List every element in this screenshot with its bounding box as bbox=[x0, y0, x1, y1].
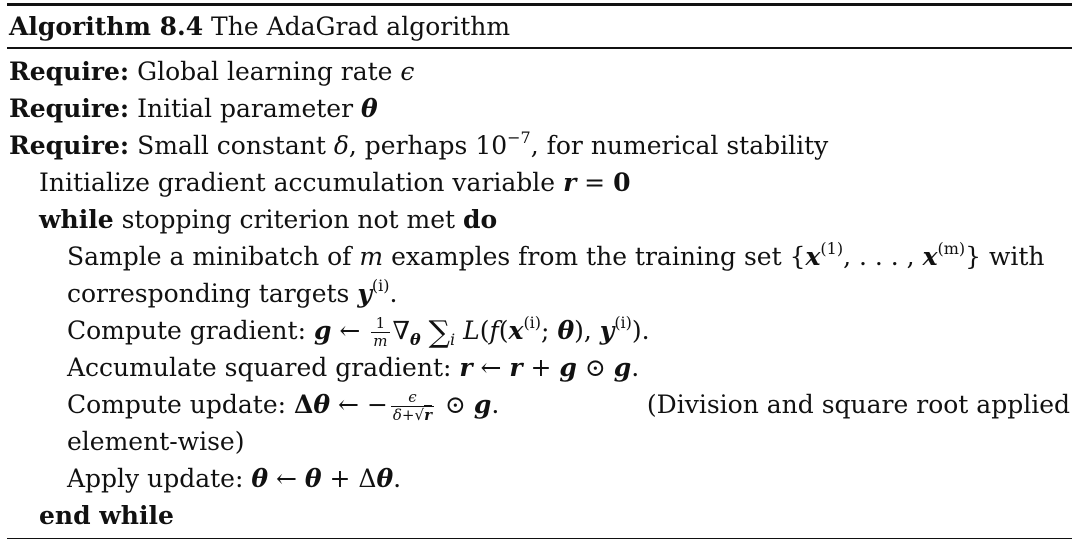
sample-line bbox=[7, 238, 1072, 275]
while-condition: stopping criterion not met bbox=[121, 204, 456, 234]
require-text-post: , for numerical stability bbox=[530, 130, 829, 160]
theta-var: θ bbox=[376, 463, 394, 493]
theta-symbol: θ bbox=[360, 93, 378, 123]
gradient-line bbox=[7, 312, 1072, 349]
require-line-2 bbox=[7, 90, 1072, 127]
bottom-rule bbox=[7, 538, 1072, 540]
theta-var: θ bbox=[304, 463, 322, 493]
superscript: (i) bbox=[371, 275, 390, 295]
delta-op: Δ bbox=[294, 389, 314, 419]
paren: ), bbox=[574, 315, 592, 345]
algorithm-title: The AdaGrad algorithm bbox=[211, 12, 511, 41]
require-text: Small constant bbox=[137, 130, 326, 160]
do-keyword: do bbox=[463, 204, 498, 234]
update-note: (Division and square root applied bbox=[646, 389, 1070, 419]
epsilon-symbol: ϵ bbox=[400, 56, 415, 86]
sample-text: Sample a minibatch of bbox=[67, 241, 352, 271]
equals: = bbox=[576, 167, 614, 197]
init-text: Initialize gradient accumulation variable bbox=[39, 167, 556, 197]
arrow: ← − bbox=[330, 389, 388, 419]
loss-L: L bbox=[463, 315, 480, 345]
period: . bbox=[393, 463, 402, 493]
y-var: y bbox=[599, 315, 615, 345]
superscript: (m) bbox=[937, 238, 966, 258]
require-text: Global learning rate bbox=[137, 56, 393, 86]
while-line bbox=[7, 201, 1072, 238]
sample-text-mid: examples from the training set { bbox=[391, 241, 806, 271]
delta-symbol: δ bbox=[333, 130, 349, 160]
apply-label: Apply update: bbox=[67, 463, 244, 493]
g-var: g bbox=[613, 352, 632, 382]
odot: ⊙ bbox=[576, 352, 614, 382]
fraction bbox=[391, 387, 434, 424]
gradient-label: Compute gradient: bbox=[67, 315, 307, 345]
targets-line bbox=[7, 275, 1072, 312]
init-line bbox=[7, 164, 1072, 201]
accumulate-label: Accumulate squared gradient: bbox=[67, 352, 452, 382]
plus: + bbox=[522, 352, 560, 382]
require-text-mid: , perhaps 10 bbox=[348, 130, 508, 160]
theta-var: θ bbox=[313, 389, 331, 419]
apply-line bbox=[7, 460, 1072, 497]
plus-delta: + Δ bbox=[321, 463, 377, 493]
while-keyword: while bbox=[39, 204, 114, 234]
fraction-denominator bbox=[391, 407, 434, 423]
denominator-r: r bbox=[424, 405, 432, 424]
fraction-numerator: 1 bbox=[371, 316, 389, 333]
fraction bbox=[371, 313, 389, 350]
update-label: Compute update: bbox=[67, 389, 287, 419]
algorithm-body bbox=[7, 49, 1072, 538]
algorithm-box bbox=[7, 3, 1072, 539]
fraction-denominator: m bbox=[373, 331, 388, 350]
fraction-numerator: ϵ bbox=[391, 390, 434, 407]
end-while-line bbox=[7, 497, 1072, 534]
period: . bbox=[491, 389, 500, 419]
arrow: ← bbox=[472, 352, 510, 382]
r-var: r bbox=[459, 352, 473, 382]
theta-var: θ bbox=[557, 315, 575, 345]
sample-text-post: } with bbox=[965, 241, 1045, 271]
accumulate-line bbox=[7, 349, 1072, 386]
x-var: x bbox=[508, 315, 524, 345]
require-keyword: Require: bbox=[9, 130, 130, 160]
theta-subscript: θ bbox=[410, 329, 421, 349]
r-var: r bbox=[563, 167, 577, 197]
sum-index: i bbox=[450, 329, 456, 349]
end-while-keyword: end while bbox=[39, 500, 174, 530]
zero-vector: 0 bbox=[613, 167, 631, 197]
nabla-symbol: ∇ bbox=[392, 315, 410, 345]
require-line-1 bbox=[7, 53, 1072, 90]
algorithm-number: Algorithm 8.4 bbox=[9, 12, 204, 41]
x-var: x bbox=[805, 241, 821, 271]
paren: ( bbox=[498, 315, 509, 345]
f-symbol: f bbox=[489, 315, 499, 345]
g-var: g bbox=[313, 315, 332, 345]
denominator-delta: δ+√ bbox=[392, 405, 425, 424]
sum-symbol: ∑ bbox=[428, 314, 451, 350]
superscript: (i) bbox=[614, 312, 632, 332]
x-var: x bbox=[922, 241, 938, 271]
algorithm-caption bbox=[7, 6, 1072, 47]
arrow: ← bbox=[268, 463, 305, 493]
paren: ( bbox=[479, 315, 490, 345]
require-keyword: Require: bbox=[9, 93, 130, 123]
ellipsis: , . . . , bbox=[843, 241, 923, 271]
m-var: m bbox=[359, 241, 384, 271]
targets-text: corresponding targets bbox=[67, 278, 350, 308]
superscript: (1) bbox=[820, 238, 844, 258]
y-var: y bbox=[357, 278, 372, 308]
exponent: −7 bbox=[507, 127, 531, 147]
period: . bbox=[631, 352, 640, 382]
update-note-cont: element-wise) bbox=[67, 426, 245, 456]
arrow: ← bbox=[331, 315, 369, 345]
period: . bbox=[389, 278, 398, 308]
superscript: (i) bbox=[523, 312, 542, 332]
g-var: g bbox=[473, 389, 492, 419]
r-var: r bbox=[509, 352, 523, 382]
paren: ). bbox=[631, 315, 650, 345]
odot: ⊙ bbox=[436, 389, 474, 419]
g-var: g bbox=[559, 352, 577, 382]
update-continuation-line bbox=[7, 423, 1072, 460]
update-line bbox=[7, 386, 1072, 423]
theta-var: θ bbox=[251, 463, 269, 493]
require-keyword: Require: bbox=[9, 56, 130, 86]
require-text: Initial parameter bbox=[137, 93, 354, 123]
semicolon: ; bbox=[541, 315, 550, 345]
require-line-3 bbox=[7, 127, 1072, 164]
